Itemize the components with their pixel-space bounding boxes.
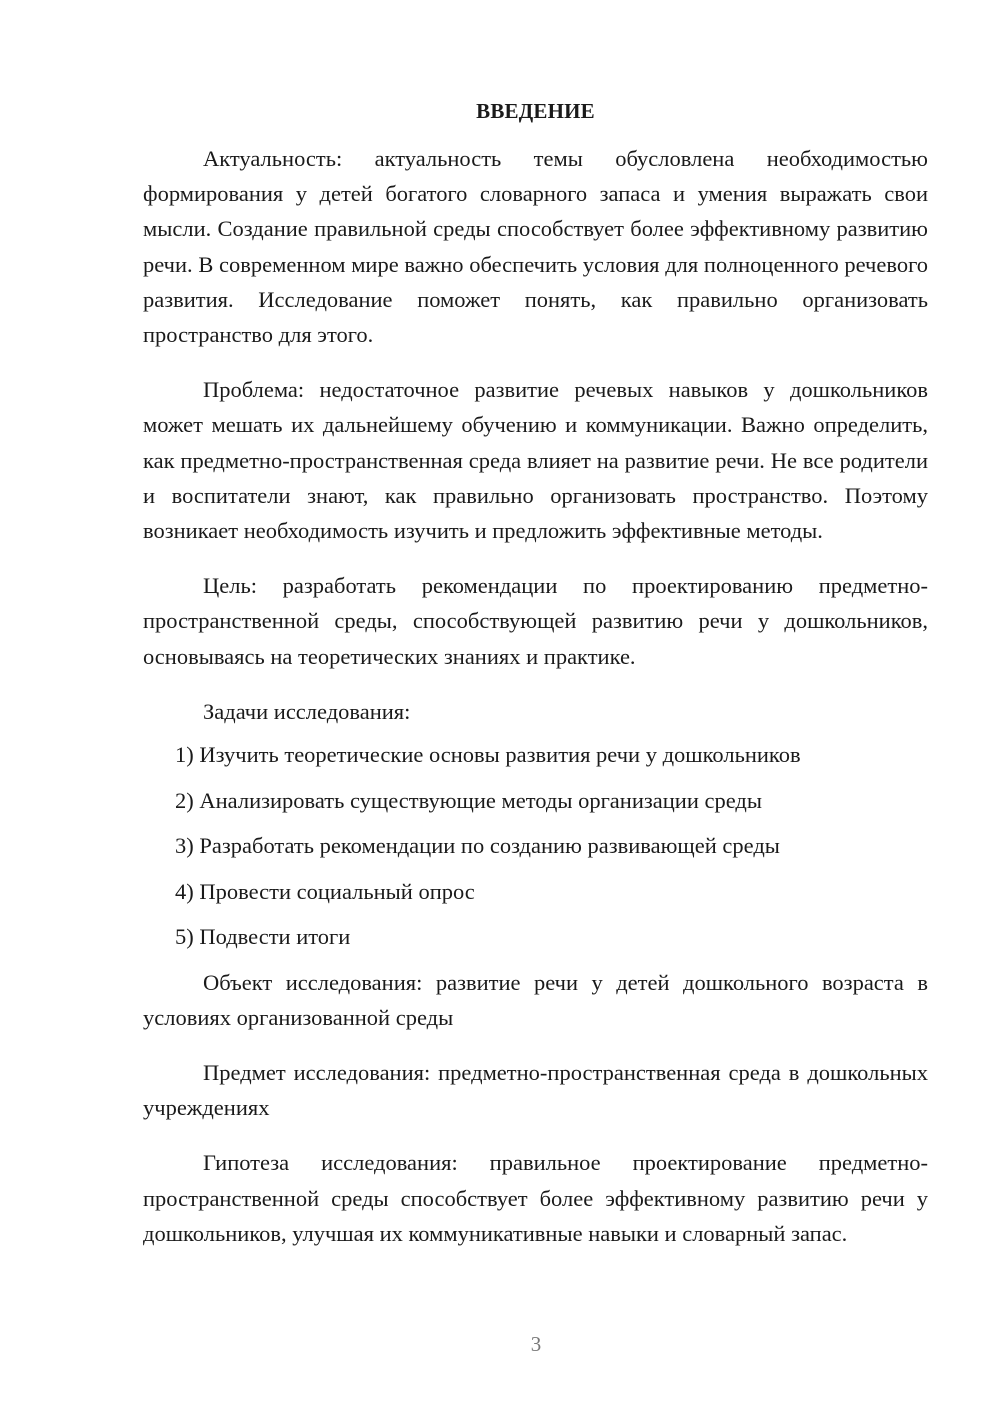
document-page xyxy=(143,96,928,1271)
list-item: 5) Подвести итоги xyxy=(175,924,351,950)
list-item: 1) Изучить теоретические основы развития речи у дошкольников xyxy=(175,742,801,768)
paragraph-object: Объект исследования: развитие речи у детей дошкольного возраста в условиях организованной среды xyxy=(143,969,928,1030)
page-number: 3 xyxy=(530,1332,542,1356)
tasks-heading: Задачи исследования: xyxy=(203,698,411,724)
list-item: 3) Разработать рекомендации по созданию развивающей среды xyxy=(175,833,780,859)
tasks-list xyxy=(143,737,928,954)
paragraph-subject: Предмет исследования: предметно-пространственная среда в дошкольных учреждениях xyxy=(143,1059,928,1121)
list-item: 4) Провести социальный опрос xyxy=(175,878,475,904)
paragraph-problem: Проблема: недостаточное развитие речевых навыков у дошкольников может мешать их дальнейшему обучению и коммуникации. Важно определить, как предметно-пространственная среда влияет на развитие речи. Не все родители и воспитатели знают, как правильно организовать пространство. Поэтому возникает необходимость изучить и предложить эффективные методы. xyxy=(143,377,928,544)
paragraph-relevance: Актуальность: актуальность темы обусловлена необходимостью формирования у детей богатого словарного запаса и умения выражать свои мысли. Создание правильной среды способствует более эффективному развитию речи. В современном мире важно обеспечить условия для полноценного речевого развития. Исследование поможет понять, как правильно организовать пространство для этого. xyxy=(143,146,928,348)
paragraph-hypothesis: Гипотеза исследования: правильное проектирование предметно-пространственной среды способствует более эффективному развитию речи у дошкольников, улучшая их коммуникативные навыки и словарный запас. xyxy=(143,1150,928,1246)
paragraph-goal: Цель: разработать рекомендации по проектированию предметно-пространственной среды, способствующей развитию речи у дошкольников, основываясь на теоретических знаниях и практике. xyxy=(143,573,928,669)
list-item: 2) Анализировать существующие методы организации среды xyxy=(175,787,762,813)
page-title: ВВЕДЕНИЕ xyxy=(476,99,595,123)
